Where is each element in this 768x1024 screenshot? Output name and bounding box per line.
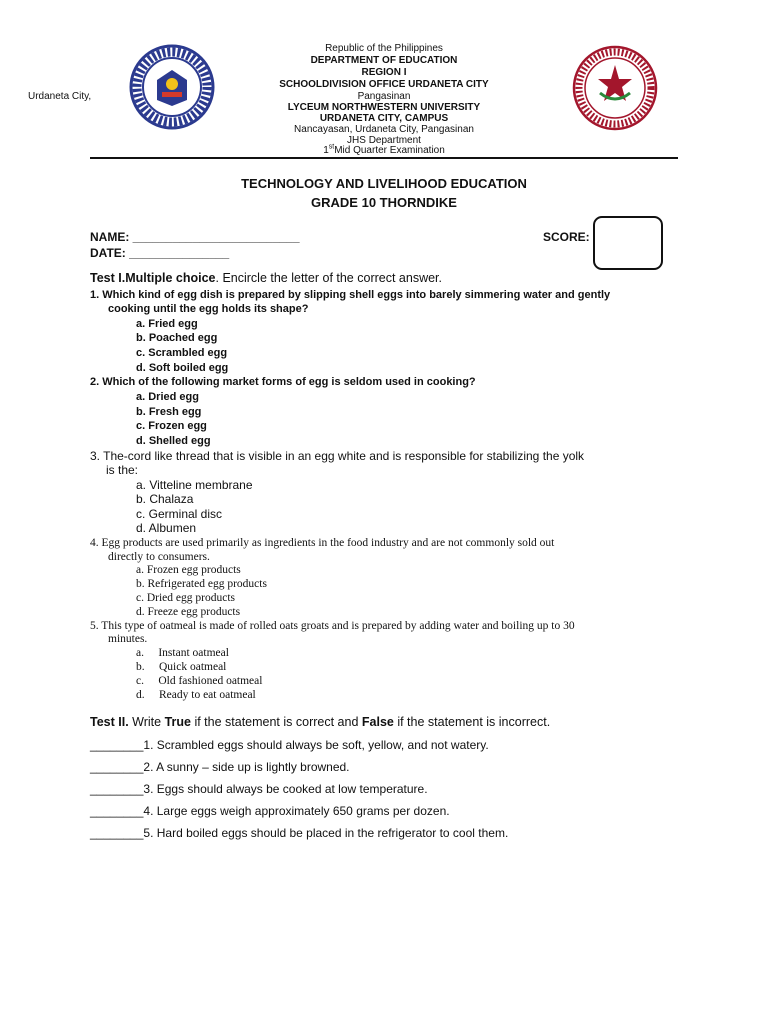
- q1-option-a[interactable]: a. Fried egg: [136, 318, 198, 330]
- name-field[interactable]: NAME: _________________________: [90, 230, 300, 244]
- tf-item-1[interactable]: ________1. Scrambled eggs should always be soft, yellow, and not watery.: [90, 738, 489, 752]
- q5-option-b[interactable]: b. Quick oatmeal: [136, 661, 227, 673]
- question-1: 1. Which kind of egg dish is prepared by slipping shell eggs into barely simmering water and gently: [90, 289, 611, 301]
- q1-option-b[interactable]: b. Poached egg: [136, 332, 218, 344]
- campus-line: URDANETA CITY, CAMPUS: [319, 113, 449, 124]
- q5-option-a[interactable]: a. Instant oatmeal: [136, 647, 229, 659]
- address-line: Nancayasan, Urdaneta City, Pangasinan: [294, 124, 474, 135]
- division-line: SCHOOLDIVISION OFFICE URDANETA CITY: [279, 79, 489, 90]
- q5-option-d[interactable]: d. Ready to eat oatmeal: [136, 689, 256, 701]
- q3-option-a[interactable]: a. Vitteline membrane: [136, 478, 253, 492]
- department-line: DEPARTMENT OF EDUCATION: [310, 55, 458, 66]
- question-5: 5. This type of oatmeal is made of rolled oats groats and is prepared by adding water and boiling up to 30: [90, 620, 575, 632]
- q3-option-d[interactable]: d. Albumen: [136, 521, 197, 535]
- region-line: REGION I: [361, 67, 407, 78]
- q1-option-c[interactable]: c. Scrambled egg: [136, 347, 228, 359]
- grade-title: GRADE 10 THORNDIKE: [311, 195, 457, 210]
- test1-heading: Test I.Multiple choice. Encircle the letter of the correct answer.: [90, 271, 442, 285]
- q5-option-c[interactable]: c. Old fashioned oatmeal: [136, 675, 263, 687]
- q2-option-b[interactable]: b. Fresh egg: [136, 406, 202, 418]
- question-2: 2. Which of the following market forms of egg is seldom used in cooking?: [90, 376, 476, 388]
- city-label: Urdaneta City,: [28, 91, 92, 102]
- q2-option-d[interactable]: d. Shelled egg: [136, 435, 211, 447]
- score-label: SCORE:: [543, 230, 590, 244]
- question-3-cont: is the:: [106, 463, 139, 477]
- question-5-cont: minutes.: [108, 633, 148, 645]
- q2-option-a[interactable]: a. Dried egg: [136, 391, 199, 403]
- question-4: 4. Egg products are used primarily as ingredients in the food industry and are not commonly sold out: [90, 537, 555, 549]
- tf-item-3[interactable]: ________3. Eggs should always be cooked at low temperature.: [90, 782, 428, 796]
- q4-option-d[interactable]: d. Freeze egg products: [136, 606, 241, 618]
- tf-item-4[interactable]: ________4. Large eggs weigh approximately 650 grams per dozen.: [90, 804, 450, 818]
- header-divider: [90, 157, 678, 159]
- tf-item-2[interactable]: ________2. A sunny – side up is lightly browned.: [90, 760, 350, 774]
- q2-option-c[interactable]: c. Frozen egg: [136, 420, 207, 432]
- question-4-cont: directly to consumers.: [108, 551, 210, 563]
- q4-option-c[interactable]: c. Dried egg products: [136, 592, 235, 604]
- province-line: Pangasinan: [357, 91, 411, 102]
- q4-option-b[interactable]: b. Refrigerated egg products: [136, 578, 267, 590]
- university-line: LYCEUM NORTHWESTERN UNIVERSITY: [287, 102, 481, 113]
- republic-line: Republic of the Philippines: [325, 43, 443, 54]
- date-field[interactable]: DATE: _______________: [90, 246, 230, 260]
- question-3: 3. The-cord like thread that is visible in an egg white and is responsible for stabilizing the yolk: [90, 449, 585, 463]
- department-jhs-line: JHS Department: [347, 135, 421, 146]
- test2-heading: Test II. Write True if the statement is correct and False if the statement is incorrect.: [90, 715, 551, 729]
- q3-option-c[interactable]: c. Germinal disc: [136, 507, 223, 521]
- q4-option-a[interactable]: a. Frozen egg products: [136, 564, 241, 576]
- question-1-cont: cooking until the egg holds its shape?: [108, 303, 309, 315]
- exam-line: 1stMid Quarter Examination: [323, 143, 445, 156]
- score-box[interactable]: [593, 216, 663, 270]
- q1-option-d[interactable]: d. Soft boiled egg: [136, 362, 229, 374]
- subject-title: TECHNOLOGY AND LIVELIHOOD EDUCATION: [241, 176, 527, 191]
- tf-item-5[interactable]: ________5. Hard boiled eggs should be placed in the refrigerator to cool them.: [90, 826, 509, 840]
- q3-option-b[interactable]: b. Chalaza: [136, 492, 194, 506]
